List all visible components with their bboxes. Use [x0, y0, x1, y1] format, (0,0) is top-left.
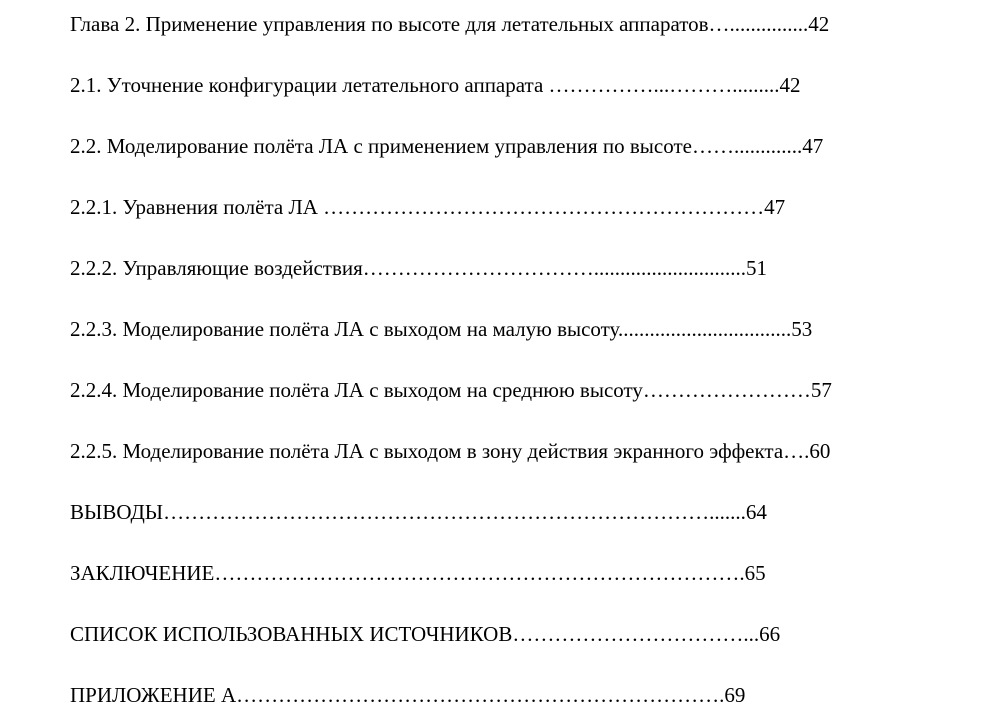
toc-entry: [70, 439, 970, 479]
toc-entry-text: ЗАКЛЮЧЕНИЕ………………………………………………………………….65: [70, 561, 766, 585]
toc-entry: [70, 683, 970, 723]
toc-entry-text: 2.2.5. Моделирование полёта ЛА с выходом в зону действия экранного эффекта….60: [70, 439, 831, 463]
toc-entry-text: ПРИЛОЖЕНИЕ А…………………………………………………………….69: [70, 683, 746, 707]
toc-entry-text: 2.2. Моделирование полёта ЛА с применением управления по высоте…….............47: [70, 134, 824, 158]
toc-entry: [70, 256, 970, 296]
toc-entry: [70, 622, 970, 662]
toc-entry-text: Глава 2. Применение управления по высоте для летательных аппаратов…...............42: [70, 12, 830, 36]
toc-entry-text: 2.1. Уточнение конфигурации летательного аппарата ……………...……….........42: [70, 73, 801, 97]
toc-entry: [70, 73, 970, 113]
toc-entry: [70, 317, 970, 357]
toc-entry-text: ВЫВОДЫ…………………………………………………………………….......64: [70, 500, 767, 524]
toc-entry-text: СПИСОК ИСПОЛЬЗОВАННЫХ ИСТОЧНИКОВ……………………………...66: [70, 622, 781, 646]
toc-entry-text: 2.2.1. Уравнения полёта ЛА ………………………………………………………47: [70, 195, 786, 219]
toc-entry: [70, 195, 970, 235]
toc-entry: [70, 12, 970, 52]
toc-entry-text: 2.2.2. Управляющие воздействия…………………………….............................51: [70, 256, 768, 280]
toc-entry-text: 2.2.3. Моделирование полёта ЛА с выходом на малую высоту.................................53: [70, 317, 813, 341]
toc-entry: [70, 378, 970, 418]
toc-entry: [70, 134, 970, 174]
toc-entry: [70, 561, 970, 601]
toc-entry-text: 2.2.4. Моделирование полёта ЛА с выходом на среднюю высоту……………………57: [70, 378, 832, 402]
toc-entry: [70, 500, 970, 540]
